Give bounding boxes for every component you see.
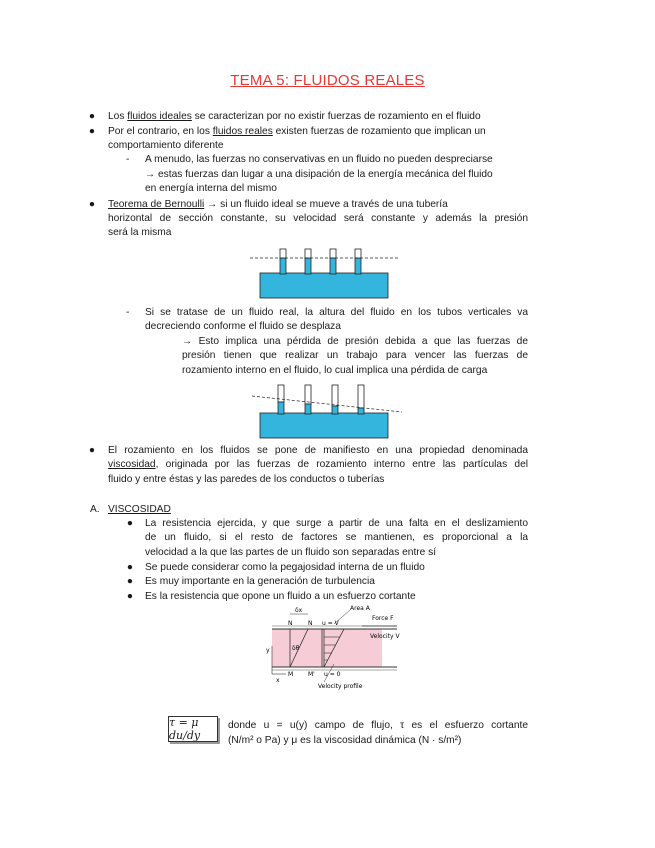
bullet-dot: ● xyxy=(126,591,134,602)
viscosity-item-2: Se puede considerar como la pegajosidad interna de un fluido xyxy=(145,562,425,573)
real-pipe-diagram xyxy=(250,381,405,441)
term-fluidos-reales: fluidos reales xyxy=(212,126,273,137)
text-span: se caracterizan por no existir fuerzas de rozamiento en el fluido xyxy=(191,111,481,122)
viscosity-item-4: Es la resistencia que opone un fluido a un esfuerzo cortante xyxy=(145,591,416,602)
vertical-tubes xyxy=(278,385,364,414)
shear-diagram xyxy=(262,604,407,692)
label-profile: Velocity profile xyxy=(318,683,363,690)
viscosity-item-1-line-3: velocidad a la que las partes de un fluido son separadas entre sí xyxy=(145,547,437,558)
bullet-4-line-2 xyxy=(108,458,528,472)
bullet-dot: ● xyxy=(126,518,134,529)
shear-stress-formula: τ = μ du/dy xyxy=(168,716,218,742)
bullet-3-line-1 xyxy=(108,198,448,212)
label-dx: δx xyxy=(295,607,303,614)
page-title: TEMA 5: FLUIDOS REALES xyxy=(230,72,425,89)
label-nprime: N xyxy=(308,620,313,627)
bullet-2-text xyxy=(108,125,486,139)
bullet-4-line-3: fluido y entre éstas y las paredes de los conductos o tuberías xyxy=(108,474,385,485)
real-line-5: rozamiento interno en el fluido, lo cual implica una pérdida de carga xyxy=(182,365,488,376)
label-velocity: Velocity V xyxy=(370,633,400,640)
section-a-heading: VISCOSIDAD xyxy=(108,504,171,515)
label-area: Area A xyxy=(350,605,370,612)
pipe-fluid xyxy=(260,413,388,438)
bullet-dot: ● xyxy=(88,445,96,456)
real-line-2: decreciendo conforme el fluido se desplaza xyxy=(145,321,341,332)
viscosity-item-1-line-1: La resistencia ejercida, y que surge a partir de una falta en el deslizamiento xyxy=(145,518,528,529)
bullet-dot: ● xyxy=(88,111,96,122)
bullet-1-text xyxy=(108,110,481,124)
label-u-v: u = V xyxy=(322,620,339,627)
real-line-4: presión tienen que realizar un trabajo para vencer las fuerzas de xyxy=(182,350,528,361)
text-span: existen fuerzas de rozamiento que implican un xyxy=(272,126,486,137)
label-dtheta: δθ xyxy=(292,645,300,652)
term-viscosidad: viscosidad xyxy=(108,459,156,470)
sub-line-2: → estas fuerzas dan lugar a una disipación de la energía mecánica del fluido xyxy=(145,169,493,180)
text-span: Los xyxy=(108,111,128,122)
explanation-line-1: donde u = u(y) campo de flujo, τ es el esfuerzo cortante xyxy=(228,720,528,731)
label-y: y xyxy=(266,647,270,654)
label-n: N xyxy=(288,620,293,627)
sub-line-3: en energía interna del mismo xyxy=(145,183,277,194)
real-line-3: → Esto implica una pérdida de presión debida a que las fuerzas de xyxy=(182,336,528,347)
text-span: → si un fluido ideal se mueve a través de una tubería xyxy=(204,199,448,210)
sub-line-1: A menudo, las fuerzas no conservativas en un fluido no pueden despreciarse xyxy=(145,154,493,165)
term-fluidos-ideales: fluidos ideales xyxy=(127,111,192,122)
bullet-2-cont: comportamiento diferente xyxy=(108,140,224,151)
label-x: x xyxy=(276,677,280,684)
bullet-dot: ● xyxy=(88,126,96,137)
viscosity-item-3: Es muy importante en la generación de turbulencia xyxy=(145,576,375,587)
label-force: Force F xyxy=(372,615,394,622)
pipe-fluid xyxy=(260,273,388,298)
text-span: Por el contrario, en los xyxy=(108,126,213,137)
bullet-dot: ● xyxy=(126,576,134,587)
sub-dash: - xyxy=(126,154,130,165)
term-teorema-bernoulli: Teorema de Bernoulli xyxy=(108,199,205,210)
sub-dash: - xyxy=(126,307,130,318)
section-a-marker: A. xyxy=(90,504,100,515)
bullet-4-line-1: El rozamiento en los fluidos se pone de manifiesto en una propiedad denominada xyxy=(108,445,528,456)
real-line-1: Si se tratase de un fluido real, la altura del fluido en los tubos verticales va xyxy=(145,307,528,318)
label-u-0: u = 0 xyxy=(324,671,341,678)
bullet-dot: ● xyxy=(88,199,96,210)
explanation-line-2: (N/m² o Pa) y μ es la viscosidad dinámica (N · s/m²) xyxy=(228,735,462,746)
energy-line-dashed xyxy=(252,396,402,412)
label-mprime: M' xyxy=(308,671,315,678)
bullet-3-line-2: horizontal de sección constante, su velocidad será constante y además la presión xyxy=(108,213,528,224)
viscosity-item-1-line-2: de un fluido, si el resto de factores se mantienen, es proporcional a la xyxy=(145,532,528,543)
vertical-tubes xyxy=(280,249,361,274)
ideal-pipe-diagram xyxy=(250,245,400,300)
label-m: M xyxy=(288,671,294,678)
bullet-dot: ● xyxy=(126,562,134,573)
text-span: , originada por las fuerzas de rozamiento interno entre las partículas del xyxy=(155,459,528,470)
bullet-3-line-3: será la misma xyxy=(108,227,172,238)
